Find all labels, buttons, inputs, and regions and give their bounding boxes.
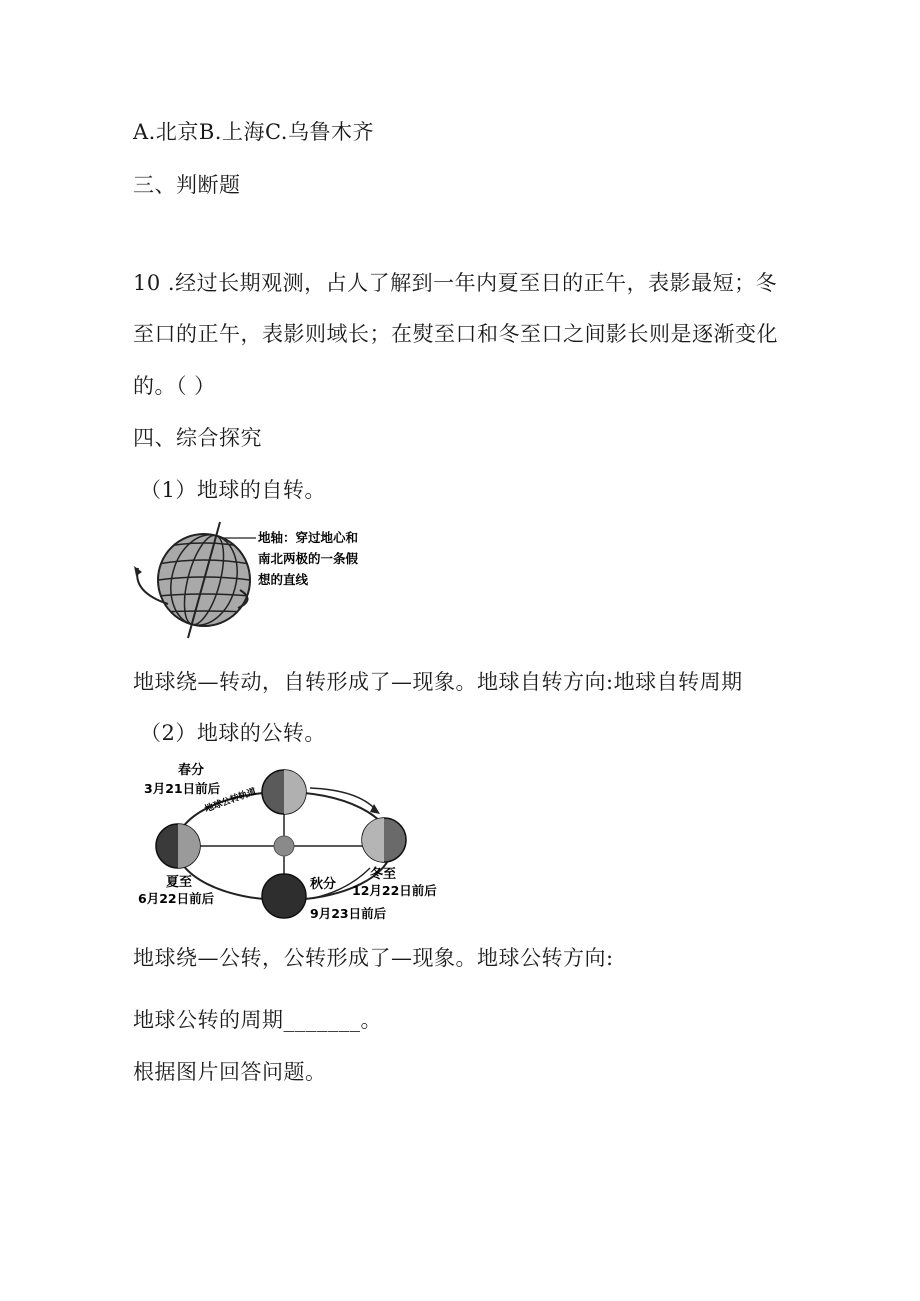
earth-winter bbox=[362, 818, 406, 862]
sun bbox=[274, 836, 294, 856]
question-10-line-3: 的。（ ） bbox=[133, 374, 216, 398]
axis-label-line-3: 想的直线 bbox=[258, 572, 309, 587]
spring-date: 3月21日前后 bbox=[144, 781, 221, 796]
earth-summer bbox=[156, 824, 200, 868]
revolution-fill-text: 地球绕—公转，公转形成了—现象。地球公转方向: bbox=[133, 946, 614, 970]
rotation-fill-text: 地球绕—转动，自转形成了—现象。地球自转方向:地球自转周期 bbox=[133, 670, 743, 694]
earth-autumn bbox=[262, 874, 306, 918]
summer-date: 6月22日前后 bbox=[138, 891, 215, 906]
winter-label: 冬至 bbox=[370, 867, 397, 882]
axis-label-line-1: 地轴：穿过地心和 bbox=[258, 530, 359, 545]
axis-label-line-2: 南北两极的一条假 bbox=[258, 551, 359, 566]
spring-label: 春分 bbox=[178, 763, 205, 778]
subheading-rotation: （1）地球的自转。 bbox=[140, 478, 326, 502]
earth-revolution-figure bbox=[138, 760, 468, 925]
autumn-date: 9月23日前后 bbox=[310, 906, 387, 921]
instruction-text: 根据图片回答问题。 bbox=[133, 1060, 327, 1084]
winter-date: 12月22日前后 bbox=[352, 883, 437, 898]
question-10-line-2: 至口的正午，表影则域长；在熨至口和冬至口之间影长则是逐渐变化 bbox=[133, 322, 778, 346]
answer-options: A.北京B.上海C.乌鲁木齐 bbox=[133, 120, 374, 144]
orbit-label: 地球公转轨道 bbox=[203, 786, 258, 815]
section-heading-inquiry: 四、综合探究 bbox=[133, 426, 262, 450]
autumn-label: 秋分 bbox=[310, 877, 337, 892]
summer-label: 夏至 bbox=[166, 875, 193, 890]
earth-rotation-figure bbox=[128, 520, 418, 660]
subheading-revolution: （2）地球的公转。 bbox=[140, 721, 326, 745]
section-heading-judgment: 三、判断题 bbox=[133, 173, 241, 197]
revolution-period-text: 地球公转的周期_______。 bbox=[133, 1008, 382, 1032]
earth-spring bbox=[262, 770, 306, 814]
question-10-line-1: 10 .经过长期观测，占人了解到一年内夏至日的正午，表影最短；冬 bbox=[133, 271, 778, 295]
